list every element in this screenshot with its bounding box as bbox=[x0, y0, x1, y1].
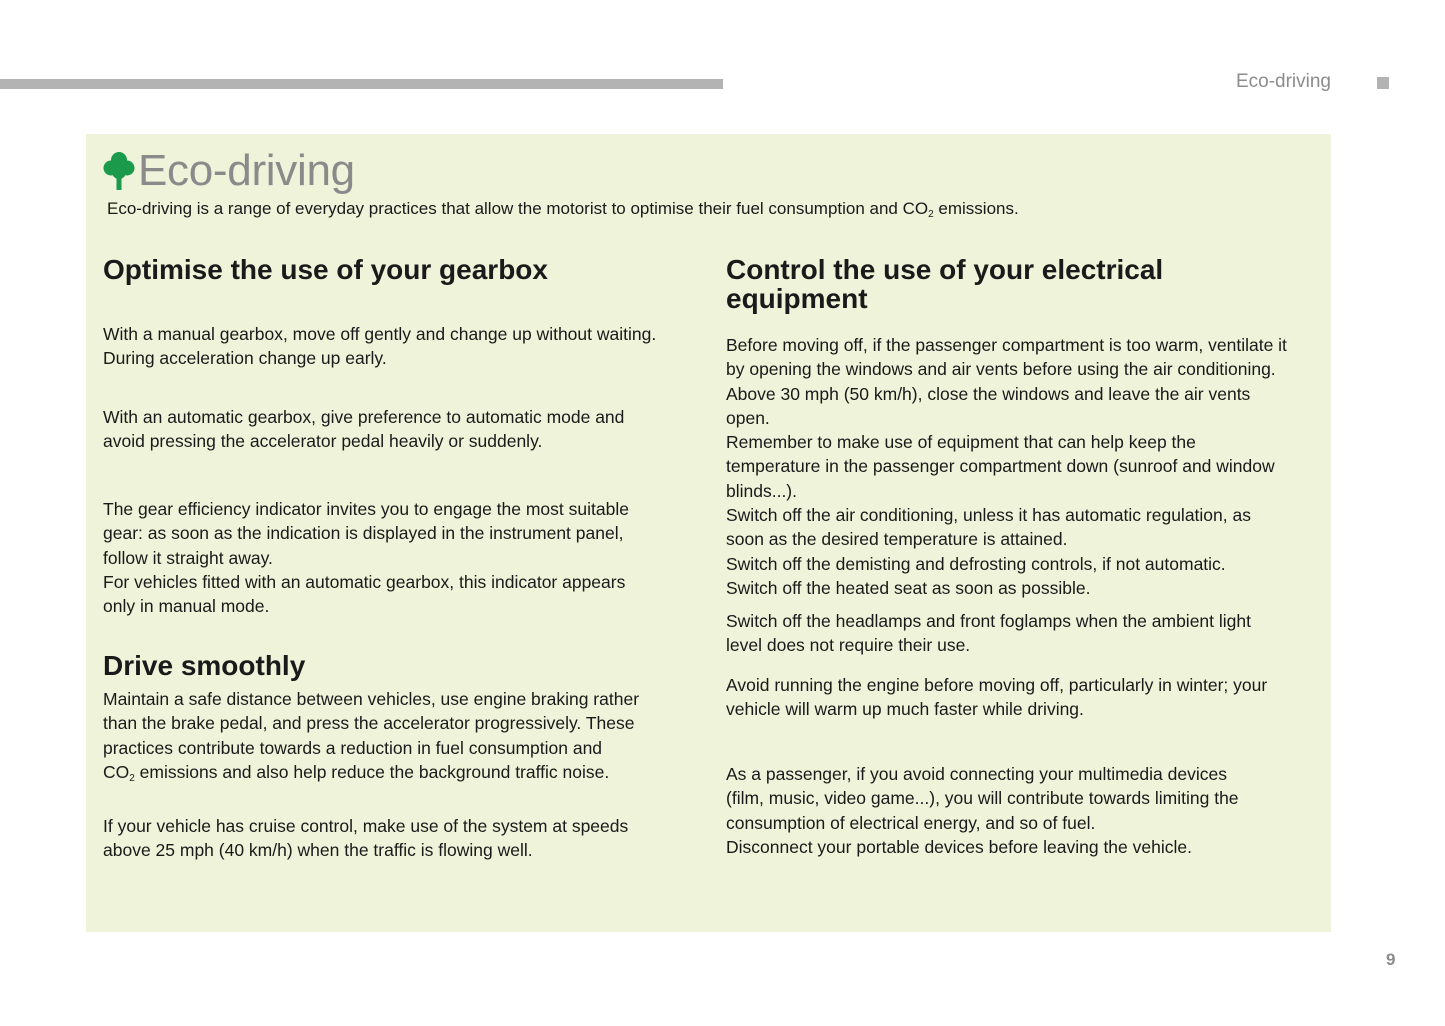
header-square-marker bbox=[1377, 77, 1389, 89]
title-row bbox=[103, 146, 355, 196]
heading-electrical-equipment: Control the use of your electrical equipment bbox=[726, 254, 1164, 314]
paragraph-automatic-gearbox: With an automatic gearbox, give preference to automatic mode and avoid pressing the accelerator pedal heavily or suddenly. bbox=[103, 407, 625, 452]
paragraph-headlamps: Switch off the headlamps and front foglamps when the ambient light level does not require their use. bbox=[726, 611, 1251, 656]
running-header: Eco-driving bbox=[1235, 71, 1331, 92]
intro-text: Eco-driving is a range of everyday practices that allow the motorist to optimise their fuel consumption and $CO_2$ emissions. bbox=[107, 199, 1019, 220]
header-rule bbox=[0, 79, 723, 89]
tree-icon bbox=[103, 151, 135, 191]
heading-drive-smoothly: Drive smoothly bbox=[103, 650, 306, 681]
page-number: 9 bbox=[1386, 950, 1396, 969]
paragraph-engine-warmup: Avoid running the engine before moving off, particularly in winter; your vehicle will warm up much faster while driving. bbox=[726, 675, 1268, 720]
paragraph-manual-gearbox: With a manual gearbox, move off gently and change up without waiting. During acceleration change up early. bbox=[103, 324, 657, 369]
paragraph-multimedia-devices: As a passenger, if you avoid connecting your multimedia devices (film, music, video game...), you will contribute towards limiting the consumption of electrical energy, and so of fuel. Disconnect your portable devices before leaving the vehicle. bbox=[726, 764, 1239, 857]
paragraph-ventilation: Before moving off, if the passenger compartment is too warm, ventilate it by opening the windows and air vents before using the air conditioning. Above 30 mph (50 km/h), close the windows and leave the air vents open. Remember to make use of equipment that can help keep the temperature in the passenger compartment down (sunroof and window blinds...). Switch off the air conditioning, unless it has automatic regulation, as soon as the desired temperature is attained. Switch off the demisting and defrosting controls, if not automatic. Switch off the heated seat as soon as possible. bbox=[726, 335, 1287, 598]
paragraph-safe-distance: Maintain a safe distance between vehicles, use engine braking rather than the brake pedal, and press the accelerator progressively. These practices contribute towards a reduction in fuel consumption and $CO_2$ emissions and also help reduce the background traffic noise. bbox=[103, 689, 640, 784]
paragraph-cruise-control: If your vehicle has cruise control, make use of the system at speeds above 25 mph (40 km/h) when the traffic is flowing well. bbox=[103, 816, 629, 861]
paragraph-gear-indicator: The gear efficiency indicator invites you to engage the most suitable gear: as soon as the indication is displayed in the instrument panel, follow it straight away. For vehicles fitted with an automatic gearbox, this indicator appears only in manual mode. bbox=[103, 499, 629, 617]
heading-gearbox: Optimise the use of your gearbox bbox=[103, 254, 548, 285]
page-title: Eco-driving bbox=[138, 146, 355, 195]
